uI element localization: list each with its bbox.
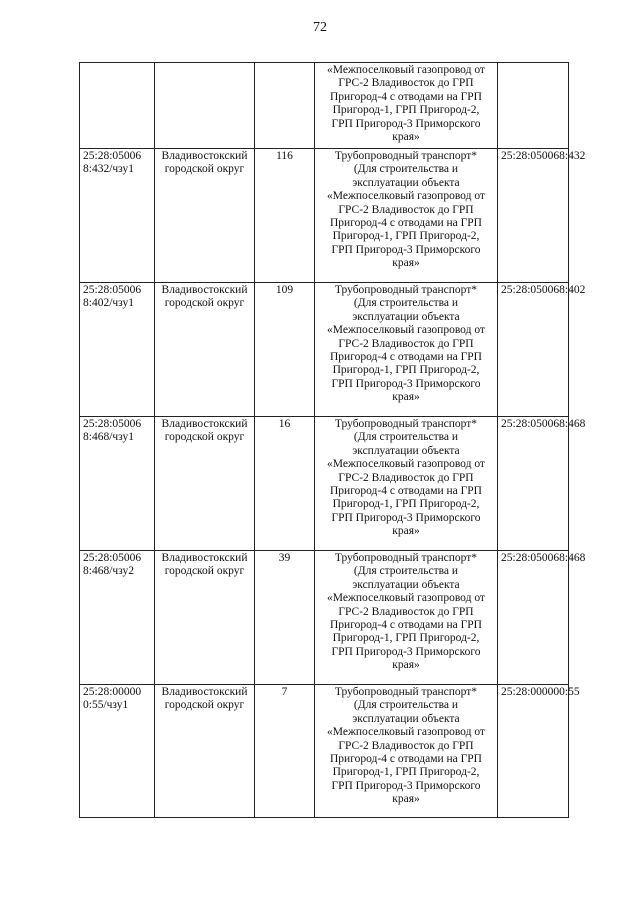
- cell-cadastral-id: 25:28:05006 8:468/чзу1: [80, 417, 155, 551]
- table-row-continuation: [80, 63, 569, 149]
- cell-area: [255, 63, 315, 149]
- cell-district: Владивостокский городской округ: [155, 551, 255, 685]
- cell-cadastral-number: [498, 63, 569, 149]
- table-row: [80, 685, 569, 818]
- table-row: [80, 417, 569, 551]
- cell-purpose: Трубопроводный транспорт* (Для строительства и эксплуатации объекта «Межпоселковый газопровод от ГРС-2 Владивосток до ГРП Пригород-4 с отводами на ГРП Пригород-1, ГРП Пригород-2, ГРП Пригород-3 Приморского края»: [315, 283, 498, 417]
- cell-area: 7: [255, 685, 315, 818]
- cell-purpose: Трубопроводный транспорт* (Для строительства и эксплуатации объекта «Межпоселковый газопровод от ГРС-2 Владивосток до ГРП Пригород-4 с отводами на ГРП Пригород-1, ГРП Пригород-2, ГРП Пригород-3 Приморского края»: [315, 149, 498, 283]
- cell-purpose: «Межпоселковый газопровод от ГРС-2 Владивосток до ГРП Пригород-4 с отводами на ГРП Пригород-1, ГРП Пригород-2, ГРП Пригород-3 Приморского края»: [315, 63, 498, 149]
- cell-cadastral-number: 25:28:000000:55: [498, 685, 569, 818]
- table-row: [80, 551, 569, 685]
- cell-cadastral-number: 25:28:050068:402: [498, 283, 569, 417]
- page-number: 72: [313, 20, 327, 35]
- cell-area: 39: [255, 551, 315, 685]
- cell-cadastral-id: 25:28:05006 8:432/чзу1: [80, 149, 155, 283]
- cell-cadastral-id: [80, 63, 155, 149]
- cell-district: Владивостокский городской округ: [155, 149, 255, 283]
- cell-district: Владивостокский городской округ: [155, 283, 255, 417]
- cell-area: 116: [255, 149, 315, 283]
- cell-purpose: Трубопроводный транспорт* (Для строительства и эксплуатации объекта «Межпоселковый газопровод от ГРС-2 Владивосток до ГРП Пригород-4 с отводами на ГРП Пригород-1, ГРП Пригород-2, ГРП Пригород-3 Приморского края»: [315, 417, 498, 551]
- land-plots-table: [79, 62, 586, 818]
- cell-area: 109: [255, 283, 315, 417]
- cell-cadastral-number: 25:28:050068:432: [498, 149, 569, 283]
- cell-purpose: Трубопроводный транспорт* (Для строительства и эксплуатации объекта «Межпоселковый газопровод от ГРС-2 Владивосток до ГРП Пригород-4 с отводами на ГРП Пригород-1, ГРП Пригород-2, ГРП Пригород-3 Приморского края»: [315, 685, 498, 818]
- cell-district: [155, 63, 255, 149]
- cell-cadastral-id: 25:28:00000 0:55/чзу1: [80, 685, 155, 818]
- cell-district: Владивостокский городской округ: [155, 685, 255, 818]
- cell-cadastral-id: 25:28:05006 8:468/чзу2: [80, 551, 155, 685]
- cell-cadastral-id: 25:28:05006 8:402/чзу1: [80, 283, 155, 417]
- table-row: [80, 149, 569, 283]
- cell-purpose: Трубопроводный транспорт* (Для строительства и эксплуатации объекта «Межпоселковый газопровод от ГРС-2 Владивосток до ГРП Пригород-4 с отводами на ГРП Пригород-1, ГРП Пригород-2, ГРП Пригород-3 Приморского края»: [315, 551, 498, 685]
- cell-cadastral-number: 25:28:050068:468: [498, 417, 569, 551]
- cell-cadastral-number: 25:28:050068:468: [498, 551, 569, 685]
- cell-district: Владивостокский городской округ: [155, 417, 255, 551]
- cell-area: 16: [255, 417, 315, 551]
- table-row: [80, 283, 569, 417]
